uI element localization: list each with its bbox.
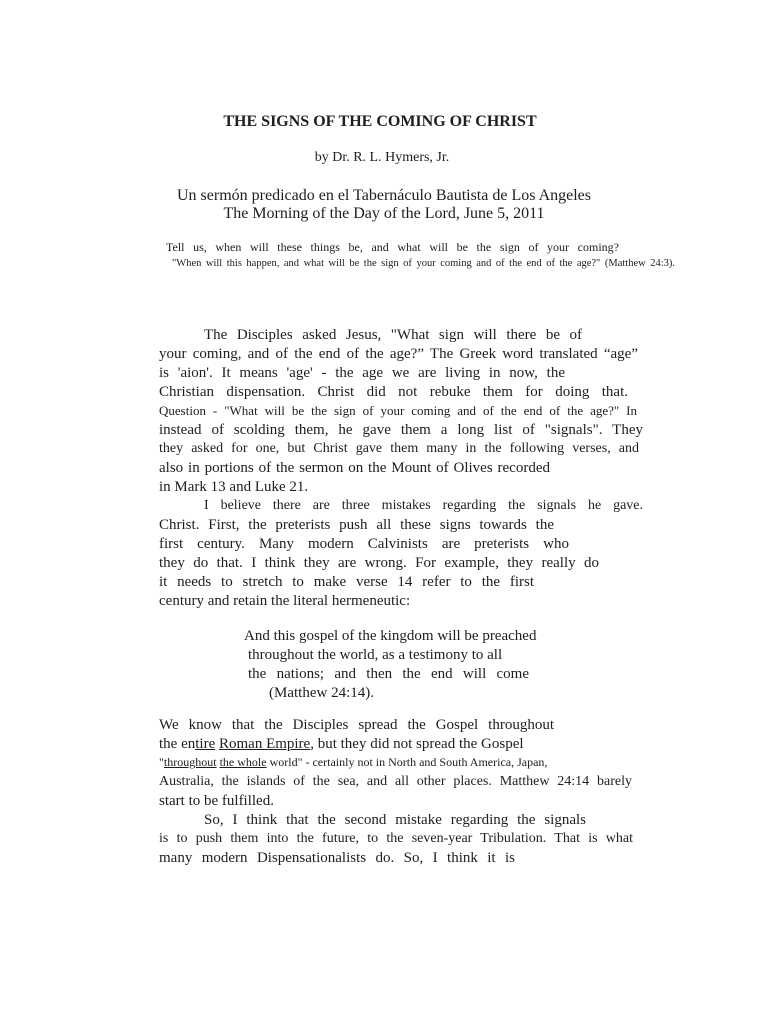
quote-line: the nations; and then the end will come [248,666,529,682]
body-line: first century. Many modern Calvinists are preterists who [159,536,569,552]
body-line: So, I think that the second mistake regarding the signals [204,812,586,828]
body-line: many modern Dispensationalists do. So, I think it is [159,850,515,866]
body-line: Australia, the islands of the sea, and all other places. Matthew 24:14 barely [159,774,632,789]
sermon-title: THE SIGNS OF THE COMING OF CHRIST [223,113,537,130]
author-byline: by Dr. R. L. Hymers, Jr. [314,150,450,165]
sermon-location: Un sermón predicado en el Tabernáculo Bautista de Los Angeles [176,187,591,204]
body-line: Question - "What will be the sign of your coming and of the end of the age?" In [159,403,637,418]
epigraph-line-2: "When will this happen, and what will be the sign of your coming and of the end of the age?" (Matthew 24:3). [172,258,675,269]
body-line: also in portions of the sermon on the Mount of Olives recorded [159,460,550,476]
text-run: " [159,755,164,769]
text-run: the en [159,736,196,752]
body-line: We know that the Disciples spread the Gospel throughout [159,717,554,733]
body-line: The Disciples asked Jesus, "What sign will there be of [204,327,582,343]
body-line: I believe there are three mistakes regarding the signals he gave. [204,498,643,513]
body-line: Christian dispensation. Christ did not rebuke them for doing that. [159,384,628,400]
body-line: in Mark 13 and Luke 21. [159,479,309,495]
body-line: start to be fulfilled. [159,793,274,809]
quote-line: throughout the world, as a testimony to all [248,647,503,663]
quote-line: (Matthew 24:14). [269,685,374,701]
body-line: century and retain the literal hermeneutic: [159,593,411,609]
sermon-date: The Morning of the Day of the Lord, June 5, 2011 [223,205,545,222]
body-line: instead of scolding them, he gave them a long list of "signals". They [159,422,643,438]
underlined-text: Roman Empire [218,736,311,752]
body-line [159,756,547,768]
underlined-text: tire [195,736,216,752]
underlined-text: the whole [219,755,267,769]
body-line: it needs to stretch to make verse 14 refer to the first [159,574,534,590]
body-line: is to push them into the future, to the seven-year Tribulation. That is what [159,831,633,846]
body-line: is 'aion'. It means 'age' - the age we are living in now, the [159,365,565,381]
body-line: they do that. I think they are wrong. For example, they really do [159,555,599,571]
text-run: , but they did not spread the Gospel [310,736,524,752]
text-run: world" - certainly not in North and South America, Japan, [266,755,548,769]
body-line: they asked for one, but Christ gave them many in the following verses, and [159,441,639,456]
body-line: your coming, and of the end of the age?” The Greek word translated “age” [159,346,638,362]
underlined-text: throughout [163,755,217,769]
body-line: Christ. First, the preterists push all these signs towards the [159,517,554,533]
quote-line: And this gospel of the kingdom will be preached [244,628,537,644]
body-line [159,737,524,752]
epigraph-line-1: Tell us, when will these things be, and what will be the sign of your coming? [166,240,619,254]
